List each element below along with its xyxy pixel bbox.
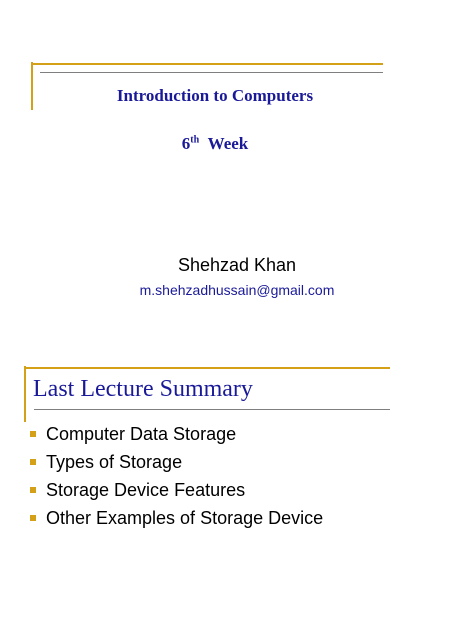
- frame-vertical-line: [24, 366, 26, 422]
- frame-top-line: [31, 63, 383, 65]
- week-word: Week: [207, 134, 249, 153]
- author-name: Shehzad Khan: [177, 255, 297, 275]
- week-label: [0, 134, 430, 154]
- list-item: [30, 504, 323, 532]
- bullet-square-icon: [30, 431, 36, 437]
- summary-slide: [0, 316, 474, 632]
- list-item-text: Other Examples of Storage Device: [46, 508, 324, 528]
- bullet-square-icon: [30, 459, 36, 465]
- author-email: m.shehzadhussain@gmail.com: [139, 282, 335, 298]
- frame-rule-line: [34, 409, 390, 410]
- list-item-text: Computer Data Storage: [46, 424, 237, 444]
- bullet-square-icon: [30, 487, 36, 493]
- list-item: [30, 476, 323, 504]
- bullet-square-icon: [30, 515, 36, 521]
- list-item-text: Types of Storage: [46, 452, 183, 472]
- list-item-text: Storage Device Features: [46, 480, 246, 500]
- week-suffix: th: [190, 134, 200, 146]
- week-number: 6: [181, 134, 191, 153]
- list-item: [30, 448, 323, 476]
- list-item: [30, 420, 323, 448]
- slide-title: Introduction to Computers: [116, 86, 314, 105]
- frame-rule-line: [40, 72, 383, 73]
- summary-list: [30, 420, 323, 532]
- slide-title: Last Lecture Summary: [33, 376, 253, 402]
- frame-top-line: [24, 367, 390, 369]
